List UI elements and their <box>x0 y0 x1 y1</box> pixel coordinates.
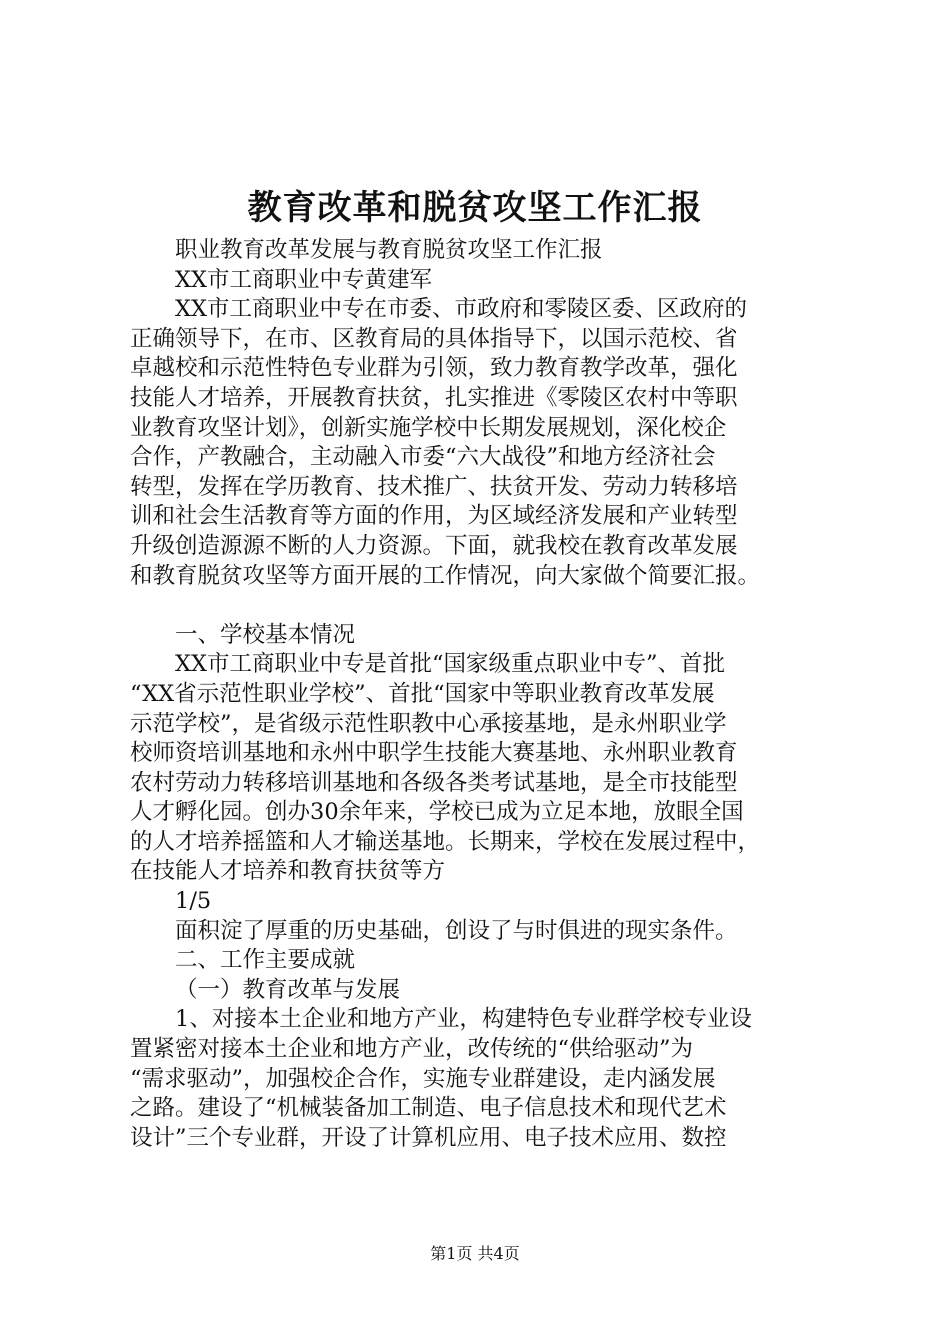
text-line: XX市工商职业中专在市委、市政府和零陵区委、区政府的 <box>175 296 748 323</box>
text-line: XX市工商职业中专是首批“国家级重点职业中专”、首批 <box>175 651 726 678</box>
text-line: 1/5 <box>175 888 212 915</box>
text-line: 的人才培养摇篮和人才输送基地。长期来，学校在发展过程中， <box>130 828 761 855</box>
text-line: 合作，产教融合，主动融入市委“六大战役”和地方经济社会 <box>130 444 716 471</box>
text-line: 1、对接本土企业和地方产业，构建特色专业群学校专业设 <box>175 1006 752 1033</box>
text-line: 农村劳动力转移培训基地和各级各类考试基地，是全市技能型 <box>130 769 738 796</box>
text-line: 和教育脱贫攻坚等方面开展的工作情况，向大家做个简要汇报。 <box>130 562 761 589</box>
text-line: 技能人才培养，开展教育扶贫，扎实推进《零陵区农村中等职 <box>130 384 738 411</box>
document-body <box>130 236 852 1153</box>
page-footer: 第1页 共4页 <box>430 1244 520 1263</box>
text-line: 升级创造源源不断的人力资源。下面，就我校在教育改革发展 <box>130 532 738 559</box>
text-line: 训和社会生活教育等方面的作用，为区域经济发展和产业转型 <box>130 503 738 530</box>
text-line: 设计”三个专业群，开设了计算机应用、电子技术应用、数控 <box>130 1124 727 1151</box>
text-line: 之路。建设了“机械装备加工制造、电子信息技术和现代艺术 <box>130 1095 727 1122</box>
text-line: “需求驱动”，加强校企合作，实施专业群建设，走内涵发展 <box>130 1065 716 1092</box>
text-line: 二、工作主要成就 <box>175 947 356 974</box>
text-line: 置紧密对接本土企业和地方产业，改传统的“供给驱动”为 <box>130 1036 694 1063</box>
text-line: 一、学校基本情况 <box>175 621 356 648</box>
text-line: 面积淀了厚重的历史基础，创设了与时俱进的现实条件。 <box>175 917 738 944</box>
text-line: 转型，发挥在学历教育、技术推广、扶贫开发、劳动力转移培 <box>130 473 738 500</box>
text-line: 卓越校和示范性特色专业群为引领，致力教育教学改革，强化 <box>130 355 738 382</box>
text-line: 职业教育改革发展与教育脱贫攻坚工作汇报 <box>175 237 603 263</box>
text-line: XX市工商职业中专黄建军 <box>175 266 433 293</box>
text-line: 校师资培训基地和永州中职学生技能大赛基地、永州职业教育 <box>130 740 738 767</box>
text-line: “XX省示范性职业学校”、首批“国家中等职业教育改革发展 <box>130 680 715 707</box>
text-line: （一）教育改革与发展 <box>175 976 401 1003</box>
paragraph-gap <box>130 591 852 621</box>
text-line: 人才孵化园。创办30余年来，学校已成为立足本地，放眼全国 <box>130 799 744 826</box>
document-title: 教育改革和脱贫攻坚工作汇报 <box>247 188 703 228</box>
text-line: 业教育攻坚计划》，创新实施学校中长期发展规划，深化校企 <box>130 414 727 441</box>
text-line: 示范学校”，是省级示范性职教中心承接基地，是永州职业学 <box>130 710 727 737</box>
text-line: 正确领导下，在市、区教育局的具体指导下，以国示范校、省 <box>130 325 738 352</box>
text-line: 在技能人才培养和教育扶贫等方 <box>130 858 446 885</box>
